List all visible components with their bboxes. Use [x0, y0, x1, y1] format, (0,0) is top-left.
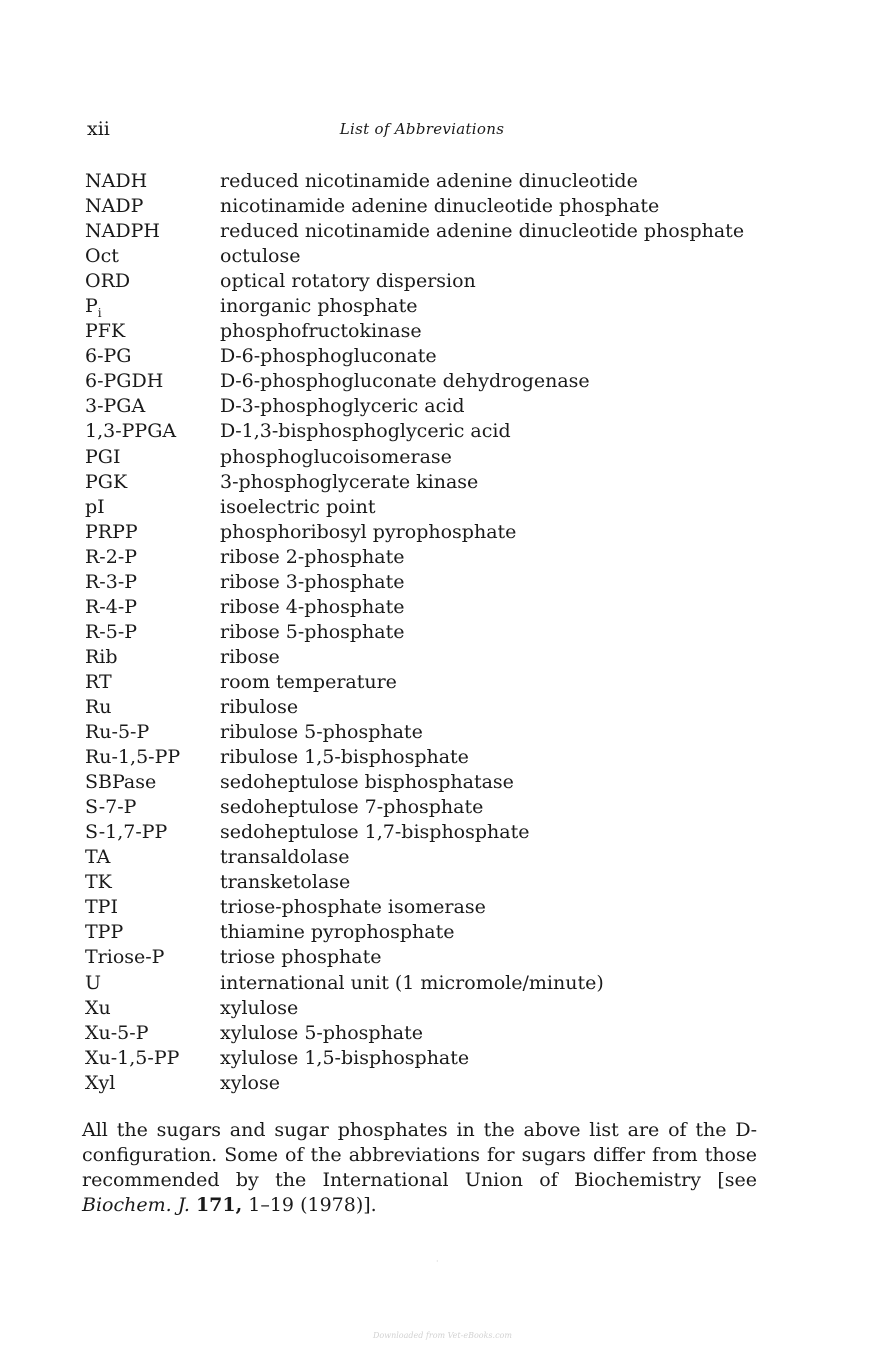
abbreviation-term-text: Ru-1,5-PP — [85, 746, 181, 769]
abbreviation-term-text: R-4-P — [85, 595, 138, 618]
abbreviation-definition — [220, 394, 465, 419]
abbreviation-row — [85, 1021, 785, 1046]
abbreviation-definition — [220, 1021, 423, 1046]
abbreviation-term — [85, 870, 112, 895]
abbreviation-term — [85, 1046, 179, 1071]
abbreviation-definition — [220, 244, 300, 269]
abbreviation-row — [85, 545, 785, 570]
abbreviation-definition-text: optical rotatory dispersion — [220, 270, 476, 293]
abbreviation-term — [85, 419, 176, 444]
abbreviation-row — [85, 820, 785, 845]
abbreviation-definition-text: xylulose 5-phosphate — [220, 1021, 424, 1044]
running-title: List of Abbreviations — [339, 120, 505, 138]
abbreviation-definition-text: inorganic phosphate — [220, 295, 418, 318]
abbreviation-definition — [220, 895, 486, 920]
abbreviation-term-text: Oct — [85, 245, 119, 268]
abbreviation-definition — [220, 645, 280, 670]
abbreviation-term-text: 3-PGA — [85, 395, 146, 418]
abbreviation-term — [85, 920, 123, 945]
abbreviation-term — [85, 344, 131, 369]
abbreviation-term-text: PGI — [85, 445, 121, 468]
abbreviation-definition-text: reduced nicotinamide adenine dinucleotide phosphate — [220, 220, 745, 243]
abbreviation-row — [85, 1071, 785, 1096]
abbreviation-term-text: 1,3-PPGA — [85, 420, 177, 443]
abbreviation-term — [85, 470, 127, 495]
abbreviation-definition-text: ribose 3-phosphate — [220, 570, 405, 593]
abbreviation-row — [85, 670, 785, 695]
abbreviation-definition-text: ribose 5-phosphate — [220, 620, 405, 643]
abbreviation-term-text: pI — [85, 495, 105, 518]
abbreviation-term — [85, 770, 156, 795]
abbreviation-definition — [220, 945, 381, 970]
abbreviation-term — [85, 244, 119, 269]
abbreviation-definition — [220, 369, 590, 394]
abbreviation-term — [85, 670, 112, 695]
abbreviation-term-text: Xu — [85, 996, 111, 1019]
abbreviation-row — [85, 369, 785, 394]
abbreviation-term-text: R-2-P — [85, 545, 138, 568]
definition-d-prefix: D — [220, 345, 236, 368]
abbreviation-row — [85, 720, 785, 745]
abbreviation-row — [85, 695, 785, 720]
abbreviation-definition-text: ribose 2-phosphate — [220, 545, 405, 568]
abbreviation-definition — [220, 595, 405, 620]
abbreviation-term — [85, 971, 101, 996]
abbreviation-term-text: Ru — [85, 695, 112, 718]
abbreviation-row — [85, 319, 785, 344]
abbreviation-definition-text: octulose — [220, 245, 301, 268]
note-text-1: All the sugars and sugar phosphates in the above list are of the — [82, 1119, 736, 1141]
abbreviation-term-text: Ru-5-P — [85, 721, 150, 744]
abbreviation-definition-text: phosphofructokinase — [220, 320, 422, 343]
configuration-note — [82, 1118, 757, 1218]
abbreviation-term — [85, 720, 149, 745]
abbreviation-term-text: R-5-P — [85, 620, 138, 643]
abbreviation-term — [85, 319, 125, 344]
abbreviation-definition-text: room temperature — [220, 670, 397, 693]
abbreviation-term-text: PFK — [85, 320, 126, 343]
note-text-3: 1–19 (1978)]. — [242, 1194, 377, 1216]
abbreviation-term-text: NADP — [85, 195, 144, 218]
abbreviation-row — [85, 770, 785, 795]
abbreviation-definition — [220, 920, 455, 945]
abbreviation-definition — [220, 520, 516, 545]
abbreviation-definition-text: ribose — [220, 645, 280, 668]
abbreviation-definition-text: xylulose — [220, 996, 299, 1019]
abbreviation-term-text: Rib — [85, 645, 118, 668]
abbreviation-definition-text: transaldolase — [220, 846, 350, 869]
abbreviation-term — [85, 194, 143, 219]
watermark: Downloaded from Vet-eBooks.com — [373, 1331, 512, 1340]
abbreviation-definition-text: thiamine pyrophosphate — [220, 921, 455, 944]
abbreviation-definition-text: transketolase — [220, 871, 351, 894]
abbreviation-definition — [220, 269, 476, 294]
abbreviation-term — [85, 945, 164, 970]
abbreviation-definition-text: ribulose — [220, 695, 299, 718]
abbreviation-term-text: 6-PGDH — [85, 370, 164, 393]
abbreviation-term-subscript: i — [97, 306, 102, 321]
abbreviation-definition-text: 3-phosphoglycerate kinase — [220, 470, 479, 493]
abbreviation-row — [85, 645, 785, 670]
abbreviation-definition-text: triose-phosphate isomerase — [220, 896, 486, 919]
abbreviation-row — [85, 470, 785, 495]
abbreviation-definition — [220, 971, 604, 996]
abbreviation-term-text: S-7-P — [85, 796, 137, 819]
abbreviation-row — [85, 495, 785, 520]
abbreviation-term — [85, 820, 167, 845]
abbreviation-definition — [220, 670, 397, 695]
abbreviation-definition-text: -6-phosphogluconate — [235, 345, 437, 368]
abbreviation-term-text: PGK — [85, 470, 128, 493]
abbreviation-term — [85, 1021, 148, 1046]
abbreviation-definition-text: phosphoribosyl pyrophosphate — [220, 520, 517, 543]
abbreviation-term-text: Triose-P — [85, 946, 165, 969]
abbreviation-row — [85, 520, 785, 545]
abbreviation-term-text: U — [85, 971, 102, 994]
abbreviation-row — [85, 169, 785, 194]
abbreviation-term — [85, 620, 137, 645]
abbreviation-definition — [220, 695, 298, 720]
page-number: xii — [87, 118, 110, 140]
abbreviation-term-text: Xu-5-P — [85, 1021, 149, 1044]
abbreviation-definition — [220, 169, 638, 194]
definition-d-prefix: D — [220, 370, 236, 393]
abbreviation-term — [85, 645, 118, 670]
abbreviation-term-text: SBPase — [85, 771, 157, 794]
abbreviation-row — [85, 194, 785, 219]
abbreviation-definition — [220, 545, 405, 570]
abbreviation-term — [85, 845, 110, 870]
abbreviation-definition — [220, 1046, 469, 1071]
abbreviation-row — [85, 419, 785, 444]
abbreviation-row — [85, 895, 785, 920]
note-d-prefix: D — [735, 1119, 751, 1141]
definition-d-prefix: D — [220, 420, 236, 443]
abbreviation-definition-text: -1,3-bisphosphoglyceric acid — [235, 420, 511, 443]
abbreviation-term-text: Xu-1,5-PP — [85, 1046, 180, 1069]
journal-volume: 171, — [195, 1194, 243, 1216]
abbreviation-row — [85, 219, 785, 244]
abbreviation-definition — [220, 495, 376, 520]
abbreviation-definition — [220, 319, 422, 344]
abbreviation-definition-text: sedoheptulose 7-phosphate — [220, 796, 484, 819]
abbreviation-term-text: NADPH — [85, 220, 160, 243]
abbreviation-term-text: TPP — [85, 921, 124, 944]
abbreviation-row — [85, 945, 785, 970]
footer-dot: · — [436, 1257, 439, 1266]
abbreviation-definition — [220, 419, 511, 444]
abbreviation-term — [85, 545, 137, 570]
abbreviation-term-text: 6-PG — [85, 345, 132, 368]
abbreviation-row — [85, 745, 785, 770]
abbreviation-definition — [220, 870, 350, 895]
abbreviation-term — [85, 695, 112, 720]
abbreviation-term — [85, 495, 105, 520]
abbreviation-row — [85, 269, 785, 294]
abbreviation-definition-text: isoelectric point — [220, 495, 376, 518]
abbreviation-definition-text: triose phosphate — [220, 946, 382, 969]
abbreviation-row — [85, 971, 785, 996]
abbreviation-row — [85, 244, 785, 269]
abbreviation-term — [85, 795, 136, 820]
abbreviation-term-text: PRPP — [85, 520, 138, 543]
abbreviation-definition — [220, 720, 423, 745]
abbreviation-term — [85, 595, 137, 620]
abbreviation-definition-text: reduced nicotinamide adenine dinucleotide — [220, 170, 638, 192]
abbreviation-term-text: TK — [85, 871, 112, 894]
abbreviation-definition — [220, 344, 437, 369]
abbreviation-definition — [220, 770, 514, 795]
abbreviation-row — [85, 344, 785, 369]
abbreviation-term — [85, 895, 118, 920]
abbreviation-definition — [220, 570, 405, 595]
definition-d-prefix: D — [220, 395, 236, 418]
abbreviation-term — [85, 394, 145, 419]
abbreviation-term-text: TA — [85, 846, 111, 869]
abbreviation-row — [85, 870, 785, 895]
abbreviation-row — [85, 1046, 785, 1071]
abbreviation-term — [85, 369, 163, 394]
abbreviation-term — [85, 996, 111, 1021]
abbreviation-definition-text: -3-phosphoglyceric acid — [235, 395, 465, 418]
abbreviation-row — [85, 595, 785, 620]
abbreviation-definition-text: ribulose 1,5-bisphosphate — [220, 746, 469, 769]
abbreviation-term — [85, 520, 138, 545]
abbreviation-definition-text: -6-phosphogluconate dehydrogenase — [235, 370, 590, 393]
abbreviation-row — [85, 845, 785, 870]
abbreviation-definition-text: sedoheptulose 1,7-bisphosphate — [220, 821, 530, 844]
abbreviation-definition — [220, 219, 744, 244]
abbreviation-definition — [220, 294, 418, 319]
abbreviation-definition-text: ribose 4-phosphate — [220, 595, 405, 618]
abbreviation-term-text: NADH — [85, 170, 148, 192]
abbreviation-row — [85, 920, 785, 945]
abbreviation-definition-text: sedoheptulose bisphosphatase — [220, 771, 514, 794]
abbreviation-term-text: R-3-P — [85, 570, 138, 593]
page-header — [87, 118, 757, 146]
abbreviation-term-text: S-1,7-PP — [85, 821, 168, 844]
journal-name: Biochem. J. — [82, 1194, 190, 1216]
abbreviation-definition — [220, 845, 349, 870]
abbreviation-list — [85, 169, 785, 1096]
abbreviation-term — [85, 445, 120, 470]
abbreviation-definition-text: phosphoglucoisomerase — [220, 445, 452, 468]
abbreviation-definition-text: xylulose 1,5-bisphosphate — [220, 1046, 470, 1069]
abbreviation-term — [85, 269, 130, 294]
abbreviation-row — [85, 394, 785, 419]
abbreviation-term — [85, 1071, 115, 1096]
abbreviation-term — [85, 219, 160, 244]
abbreviation-row — [85, 570, 785, 595]
abbreviation-term-text: RT — [85, 670, 112, 693]
abbreviation-definition — [220, 1071, 280, 1096]
abbreviation-row — [85, 445, 785, 470]
abbreviation-definition — [220, 620, 405, 645]
abbreviation-definition — [220, 996, 298, 1021]
abbreviation-row — [85, 620, 785, 645]
abbreviation-row — [85, 294, 785, 319]
abbreviation-definition — [220, 194, 659, 219]
abbreviation-term — [85, 169, 147, 194]
abbreviation-term-text: Xyl — [85, 1071, 116, 1094]
abbreviation-term — [85, 745, 180, 770]
abbreviation-definition — [220, 795, 483, 820]
abbreviation-definition-text: xylose — [220, 1071, 280, 1094]
abbreviation-definition — [220, 470, 478, 495]
abbreviation-row — [85, 996, 785, 1021]
abbreviation-term-text: P — [85, 295, 98, 318]
abbreviation-definition — [220, 745, 469, 770]
abbreviation-term — [85, 570, 137, 595]
note-text-2: -configuration. Some of the abbreviations for sugars differ from those recommended by the International Union of Biochemistry [see — [82, 1119, 757, 1191]
abbreviation-definition — [220, 445, 452, 470]
abbreviation-row — [85, 795, 785, 820]
abbreviation-definition-text: international unit (1 micromole/minute) — [220, 971, 604, 994]
abbreviation-definition-text: nicotinamide adenine dinucleotide phosphate — [220, 195, 660, 218]
abbreviation-term-text: ORD — [85, 270, 131, 293]
abbreviation-term-text: TPI — [85, 896, 118, 919]
abbreviation-definition — [220, 820, 529, 845]
abbreviation-definition-text: ribulose 5-phosphate — [220, 721, 423, 744]
